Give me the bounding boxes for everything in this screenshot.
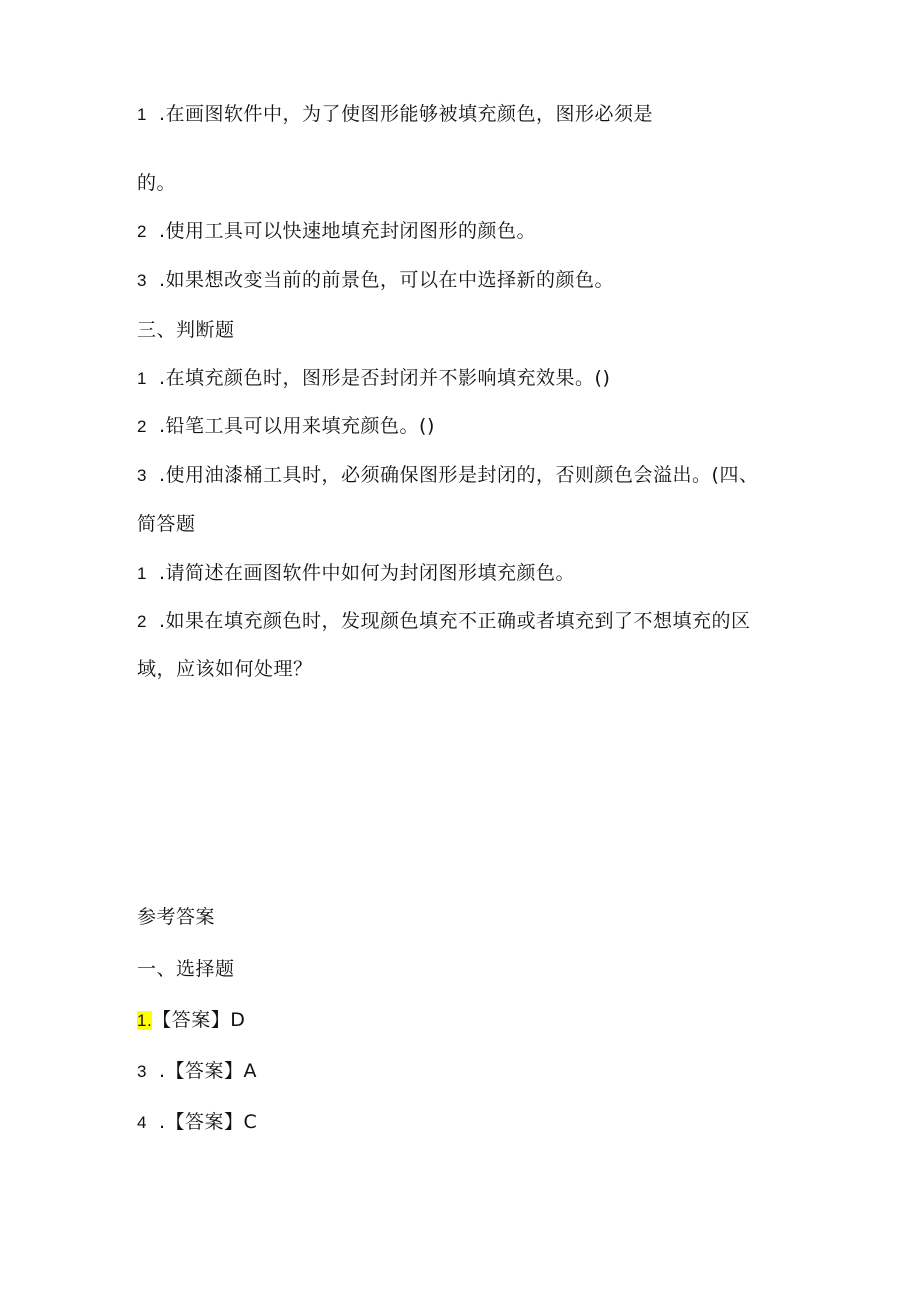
answer-4 bbox=[137, 1110, 257, 1135]
fill-blank-q1 bbox=[137, 102, 653, 127]
answer-3 bbox=[137, 1059, 257, 1084]
answers-section-heading: 一、选择题 bbox=[137, 958, 235, 980]
fill-blank-q1-continued bbox=[137, 171, 176, 195]
answer-text: 【答案】D bbox=[152, 1009, 246, 1031]
short-answer-q2-continued bbox=[137, 657, 313, 681]
question-text: .在填充颜色时，图形是否封闭并不影响填充效果。() bbox=[159, 367, 611, 389]
answer-text: .【答案】C bbox=[159, 1111, 258, 1133]
question-text-continued: 域，应该如何处理？ bbox=[137, 658, 313, 680]
question-text: .使用油漆桶工具时，必须确保图形是封闭的，否则颜色会溢出。(四、 bbox=[159, 464, 759, 486]
answer-number: 4 bbox=[137, 1113, 147, 1132]
question-number: 2 bbox=[137, 417, 147, 436]
question-number: 2 bbox=[137, 612, 147, 631]
question-number: 2 bbox=[137, 222, 147, 241]
question-text: .铅笔工具可以用来填充颜色。() bbox=[159, 415, 435, 437]
answer-number: 3 bbox=[137, 1062, 147, 1081]
question-text: .使用工具可以快速地填充封闭图形的颜色。 bbox=[159, 220, 537, 242]
answer-number-highlighted: 1. bbox=[137, 1011, 153, 1030]
fill-blank-q3 bbox=[137, 268, 614, 293]
question-number: 1 bbox=[137, 564, 147, 583]
question-number: 3 bbox=[137, 466, 147, 485]
short-answer-q1 bbox=[137, 561, 575, 586]
answers-title: 参考答案 bbox=[137, 906, 216, 928]
question-text-continued: 的。 bbox=[137, 172, 177, 194]
question-text: .请简述在画图软件中如何为封闭图形填充颜色。 bbox=[159, 562, 576, 584]
fill-blank-q2 bbox=[137, 219, 536, 244]
answer-1 bbox=[137, 1008, 245, 1033]
judge-q1 bbox=[137, 366, 610, 391]
judge-heading: 三、判断题 bbox=[137, 319, 235, 341]
judge-q3 bbox=[137, 463, 758, 488]
question-text: .在画图软件中，为了使图形能够被填充颜色，图形必须是 bbox=[159, 103, 654, 125]
short-answer-heading: 简答题 bbox=[137, 513, 196, 535]
question-number: 1 bbox=[137, 105, 147, 124]
question-text: .如果想改变当前的前景色，可以在中选择新的颜色。 bbox=[159, 269, 615, 291]
short-answer-q2 bbox=[137, 609, 751, 634]
judge-q2 bbox=[137, 414, 435, 439]
question-text: .如果在填充颜色时，发现颜色填充不正确或者填充到了不想填充的区 bbox=[159, 610, 751, 632]
question-number: 3 bbox=[137, 271, 147, 290]
answer-text: .【答案】A bbox=[159, 1060, 258, 1082]
question-number: 1 bbox=[137, 369, 147, 388]
